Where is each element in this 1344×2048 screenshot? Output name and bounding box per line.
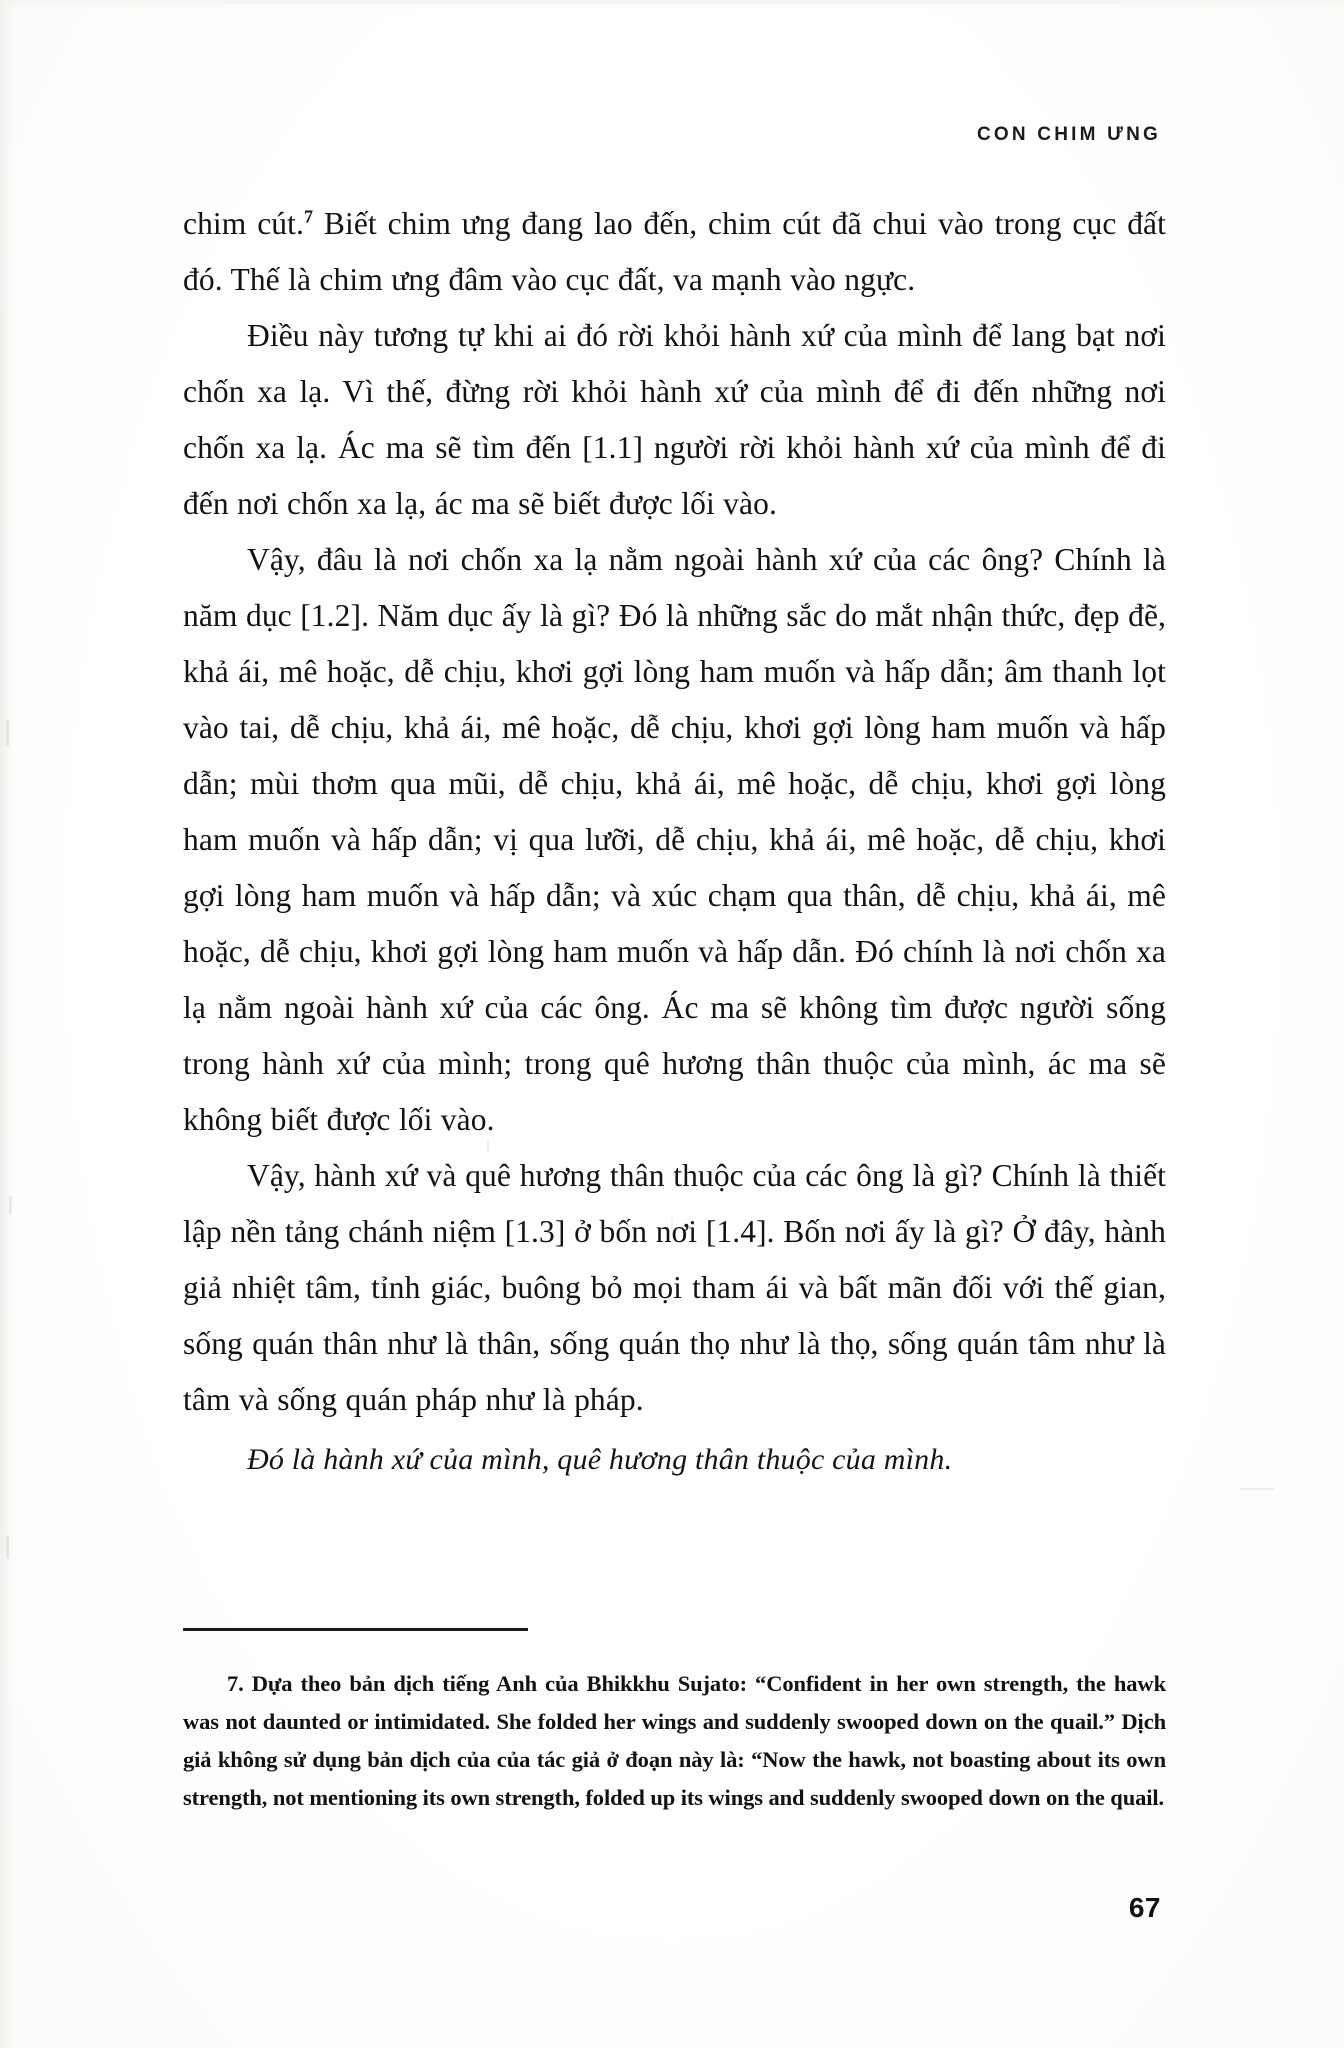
italic-closing-line: Đó là hành xứ của mình, quê hương thân thuộc của mình. xyxy=(247,1443,953,1476)
scan-dust-mark xyxy=(6,720,9,746)
scan-dust-mark xyxy=(9,1196,12,1214)
footnote-separator-rule xyxy=(183,1628,528,1631)
paragraph-1 xyxy=(183,196,1166,308)
page-number: 67 xyxy=(1128,1892,1161,1923)
footnote-area xyxy=(183,1628,1166,1817)
scan-dust-mark xyxy=(6,1536,9,1558)
scan-edge-left-shadow xyxy=(0,0,14,2048)
paragraph-2: Điều này tương tự khi ai đó rời khỏi hành xứ của mình để lang bạt nơi chốn xa lạ. Vì thế, đừng rời khỏi hành xứ của mình để đi đến những nơi chốn xa lạ. Ác ma sẽ tìm đến [1.1] người rời khỏi hành xứ của mình để đi đến nơi chốn xa lạ, ác ma sẽ biết được lối vào. xyxy=(183,318,1166,521)
scan-edge-top-shadow xyxy=(0,0,1344,10)
body-text-block xyxy=(183,196,1166,1488)
paragraph-4: Vậy, hành xứ và quê hương thân thuộc của các ông là gì? Chính là thiết lập nền tảng chánh niệm [1.3] ở bốn nơi [1.4]. Bốn nơi ấy là gì? Ở đây, hành giả nhiệt tâm, tỉnh giác, buông bỏ mọi tham ái và bất mãn đối với thế gian, sống quán thân như là thân, sống quán thọ như là thọ, sống quán tâm như là tâm và sống quán pháp như là pháp. xyxy=(183,1158,1166,1417)
paragraph-3: Vậy, đâu là nơi chốn xa lạ nằm ngoài hành xứ của các ông? Chính là năm dục [1.2]. Năm dục ấy là gì? Đó là những sắc do mắt nhận thức, đẹp đẽ, khả ái, mê hoặc, dễ chịu, khơi gợi lòng ham muốn và hấp dẫn; âm thanh lọt vào tai, dễ chịu, khả ái, mê hoặc, dễ chịu, khơi gợi lòng ham muốn và hấp dẫn; mùi thơm qua mũi, dễ chịu, khả ái, mê hoặc, dễ chịu, khơi gợi lòng ham muốn và hấp dẫn; vị qua lưỡi, dễ chịu, khả ái, mê hoặc, dễ chịu, khơi gợi lòng ham muốn và hấp dẫn; và xúc chạm qua thân, dễ chịu, khả ái, mê hoặc, dễ chịu, khơi gợi lòng ham muốn và hấp dẫn. Đó chính là nơi chốn xa lạ nằm ngoài hành xứ của các ông. Ác ma sẽ không tìm được người sống trong hành xứ của mình; trong quê hương thân thuộc của mình, ác ma sẽ không biết được lối vào. xyxy=(183,542,1166,1137)
footnote-7: 7. Dựa theo bản dịch tiếng Anh của Bhikkhu Sujato: “Confident in her own strength, the hawk was not daunted or intimidated. She folded her wings and suddenly swooped down on the quail.” Dịch giả không sử dụng bản dịch của của tác giả ở đoạn này là: “Now the hawk, not boasting about its own strength, not mentioning its own strength, folded up its wings and suddenly swooped down on the quail. xyxy=(183,1671,1166,1810)
running-head: CON CHIM ƯNG xyxy=(977,124,1161,145)
scan-dust-mark xyxy=(1240,1488,1274,1490)
footnote-reference-7[interactable]: 7 xyxy=(303,206,314,227)
paragraph-1-rest: Biết chim ưng đang lao đến, chim cút đã chui vào trong cục đất đó. Thế là chim ưng đâm vào cục đất, va mạnh vào ngực. xyxy=(183,206,1166,297)
paragraph-1-lead: chim cút. xyxy=(183,206,304,241)
